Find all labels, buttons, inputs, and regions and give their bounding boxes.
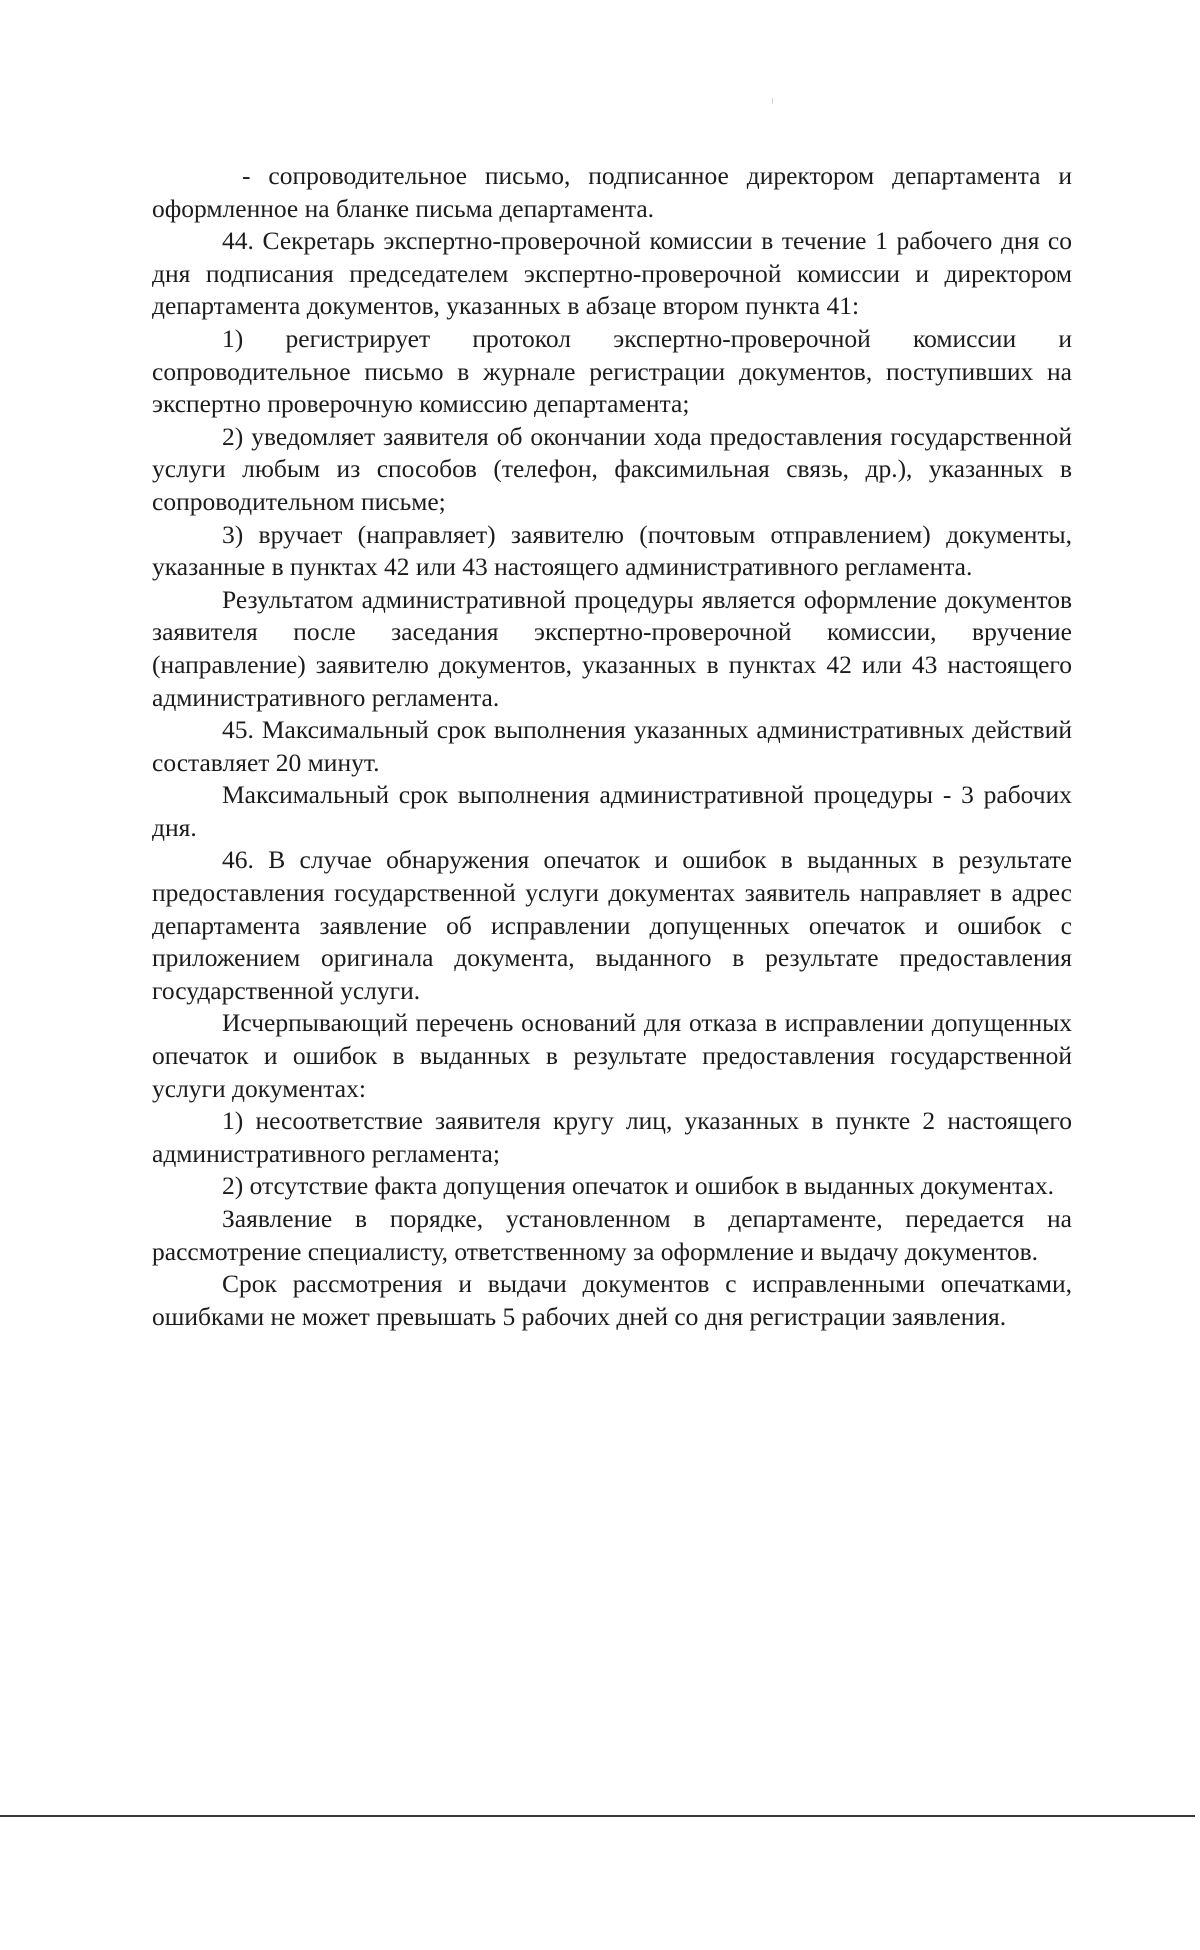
document-body bbox=[152, 160, 1072, 1333]
paragraph-44-item-3: 3) вручает (направляет) заявителю (почтовым отправлением) документы, указанные в пунктах 42 или 43 настоящего административного регламента. bbox=[152, 519, 1072, 582]
paragraph-refusal-item-2: 2) отсутствие факта допущения опечаток и ошибок в выданных документах. bbox=[222, 1171, 1055, 1201]
paragraph-cover-letter: - сопроводительное письмо, подписанное директором департамента и оформленное на бланке письма департамента. bbox=[152, 161, 1072, 223]
scan-artifact bbox=[772, 98, 773, 104]
paragraph-review-term: Срок рассмотрения и выдачи документов с исправленными опечатками, ошибками не может превышать 5 рабочих дней со дня регистрации заявления. bbox=[152, 1269, 1072, 1331]
paragraph-45: 45. Максимальный срок выполнения указанных административных действий составляет 20 минут. bbox=[152, 715, 1072, 777]
paragraph-result: Результатом административной процедуры является оформление документов заявителя после заседания экспертно-проверочной комиссии, вручение (направление) заявителю документов, указанных в пунктах 42 или 43 настоящего административного регламента. bbox=[152, 584, 1072, 712]
paragraph-max-term: Максимальный срок выполнения административной процедуры - 3 рабочих дня. bbox=[152, 780, 1072, 842]
paragraph-application-transfer: Заявление в порядке, установленном в департаменте, передается на рассмотрение специалисту, ответственному за оформление и выдачу документов. bbox=[152, 1204, 1072, 1266]
bottom-divider-line bbox=[0, 1815, 1195, 1817]
paragraph-refusal-grounds: Исчерпывающий перечень оснований для отказа в исправлении допущенных опечаток и ошибок в выданных в результате предоставления государственной услуги документах: bbox=[152, 1008, 1072, 1103]
paragraph-46: 46. В случае обнаружения опечаток и ошибок в выданных в результате предоставления государственной услуги документах заявитель направляет в адрес департамента заявление об исправлении допущенных опечаток и ошибок с приложением оригинала документа, выданного в результате предоставления государственной услуги. bbox=[152, 845, 1072, 1005]
paragraph-refusal-item-1: 1) несоответствие заявителя кругу лиц, указанных в пункте 2 настоящего административного регламента; bbox=[152, 1106, 1072, 1168]
paragraph-44-item-1: 1) регистрирует протокол экспертно-проверочной комиссии и сопроводительное письмо в журнале регистрации документов, поступивших на экспертно проверочную комиссию департамента; bbox=[152, 323, 1072, 419]
paragraph-44-item-2: 2) уведомляет заявителя об окончании хода предоставления государственной услуги любым из способов (телефон, факсимильная связь, др.), указанных в сопроводительном письме; bbox=[152, 421, 1072, 516]
paragraph-44: 44. Секретарь экспертно-проверочной комиссии в течение 1 рабочего дня со дня подписания председателем экспертно-проверочной комиссии и директором департамента документов, указанных в абзаце втором пункта 41: bbox=[152, 226, 1072, 321]
